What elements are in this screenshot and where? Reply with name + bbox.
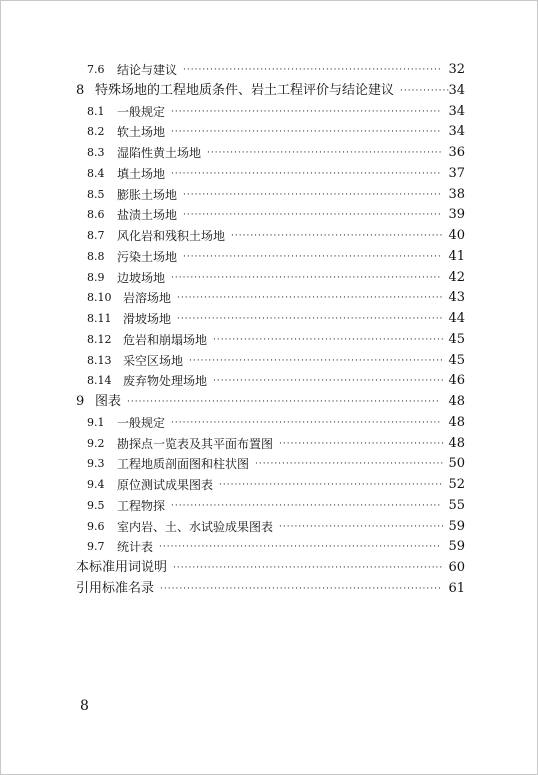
toc-entry — [0, 371, 538, 391]
toc-entry — [0, 351, 538, 371]
toc-entry — [0, 330, 538, 350]
toc-title: 工程物探 — [117, 498, 166, 513]
toc-title: 图表 — [95, 394, 122, 409]
toc-number: 8.9 — [87, 270, 105, 284]
toc-entry — [0, 413, 538, 433]
toc-number: 8.2 — [87, 125, 105, 139]
toc-leader: ·································································· — [189, 355, 444, 366]
toc-entry — [0, 247, 538, 267]
toc-entry — [0, 268, 538, 288]
toc-leader: ······································································ — [171, 127, 442, 138]
toc-leader: ··································································· — [183, 65, 442, 75]
toc-number: 8.3 — [87, 146, 105, 159]
toc-leader: ··········································· — [279, 438, 446, 449]
toc-entry — [0, 60, 538, 80]
toc-number: 9.3 — [87, 457, 105, 471]
toc-number: 9.2 — [87, 436, 105, 450]
toc-leader: ····························································· — [207, 148, 443, 158]
toc-title: 边坡场地 — [117, 270, 166, 285]
toc-number: 8.14 — [87, 374, 112, 388]
toc-leader: ····································································· — [177, 293, 444, 304]
toc-title: 统计表 — [117, 540, 154, 555]
toc-title: 软土场地 — [117, 125, 166, 140]
toc-page-number: 38 — [448, 186, 465, 202]
toc-leader: ········································································· — [159, 542, 441, 553]
toc-leader: ·························································· — [219, 480, 443, 490]
toc-entry — [0, 185, 538, 205]
toc-title: 结论与建议 — [117, 63, 178, 77]
page-number: 8 — [80, 698, 89, 714]
toc-leader: ······································································ — [173, 563, 444, 573]
toc-title: 危岩和崩塌场地 — [123, 332, 208, 347]
toc-number: 9.5 — [87, 498, 105, 512]
toc-title: 室内岩、土、水试验成果图表 — [117, 519, 274, 534]
toc-leader: ···························································· — [213, 376, 445, 387]
toc-page-number: 44 — [448, 311, 465, 326]
toc-leader: ··································································· — [183, 210, 442, 221]
toc-page-number: 60 — [448, 560, 465, 575]
toc-title: 风化岩和残积土场地 — [117, 229, 226, 243]
toc-title: 盐渍土场地 — [117, 208, 178, 223]
toc-entry — [0, 122, 538, 142]
toc-number: 8.13 — [87, 353, 112, 367]
toc-number: 8.5 — [87, 187, 105, 201]
toc-page-number: 34 — [448, 82, 465, 98]
toc-leader: ······································································ — [171, 500, 442, 511]
toc-entry — [0, 558, 538, 578]
toc-title: 填土场地 — [117, 166, 166, 181]
toc-entry — [0, 309, 538, 329]
toc-leader: ····································································· — [177, 314, 444, 324]
toc-page-number: 48 — [448, 435, 465, 451]
toc-title: 一般规定 — [117, 415, 166, 430]
toc-number: 9.1 — [87, 415, 105, 429]
toc-entry — [0, 517, 538, 537]
toc-title: 引用标准名录 — [76, 580, 155, 596]
toc-entry — [0, 205, 538, 225]
toc-entry — [0, 454, 538, 474]
toc-leader: ······················································· — [231, 231, 444, 241]
toc-page-number: 43 — [448, 290, 465, 306]
toc-page-number: 32 — [448, 62, 465, 77]
toc-title: 废弃物处理场地 — [123, 374, 208, 389]
toc-number: 8.10 — [87, 291, 112, 305]
toc-entry — [0, 475, 538, 495]
toc-page-number: 39 — [448, 207, 465, 223]
toc-number: 8.7 — [87, 229, 105, 242]
toc-page-number: 41 — [448, 248, 465, 264]
toc-entry — [0, 537, 538, 557]
toc-title: 特殊场地的工程地质条件、岩土工程评价与结论建议 — [95, 82, 395, 98]
toc-leader: ······································································ — [171, 106, 442, 117]
toc-page-number: 45 — [448, 331, 465, 347]
toc-number: 9.6 — [87, 519, 105, 533]
toc-leader: ················································· — [255, 459, 445, 470]
toc-title: 滑坡场地 — [123, 312, 172, 326]
toc-title: 勘探点一览表及其平面布置图 — [117, 436, 274, 451]
toc-entry — [0, 496, 538, 516]
toc-page-number: 36 — [448, 145, 465, 160]
toc-page-number: 42 — [448, 269, 465, 285]
toc-leader: ······································································ — [171, 417, 442, 428]
toc-number: 8.1 — [87, 104, 105, 118]
toc-number: 8 — [76, 82, 85, 98]
toc-entry — [0, 226, 538, 246]
toc-page-number: 48 — [448, 414, 465, 430]
toc-page-number: 37 — [448, 165, 465, 181]
toc-entry — [0, 143, 538, 163]
toc-leader: ······································································ — [171, 272, 442, 283]
toc-title: 膨胀土场地 — [117, 187, 178, 202]
toc-leader: ···························································· — [213, 334, 445, 345]
toc-entry — [0, 434, 538, 454]
toc-leader: ··································································· — [183, 251, 442, 262]
toc-number: 8.12 — [87, 332, 112, 346]
toc-page-number: 34 — [448, 103, 465, 119]
toc-title: 污染土场地 — [117, 249, 178, 264]
toc-page-number: 40 — [448, 228, 465, 243]
toc-page-number: 52 — [448, 477, 465, 492]
toc-title: 湿陷性黄土场地 — [117, 146, 202, 160]
toc-title: 采空区场地 — [123, 353, 184, 368]
toc-entry — [0, 81, 538, 101]
toc-number: 7.6 — [87, 63, 105, 76]
toc-title: 原位测试成果图表 — [117, 478, 214, 492]
toc-number: 9.4 — [87, 478, 105, 491]
toc-title: 一般规定 — [117, 104, 166, 119]
toc-page-number: 61 — [448, 580, 465, 596]
toc-page-number: 34 — [448, 124, 465, 140]
toc-title: 工程地质剖面图和柱状图 — [117, 457, 250, 472]
toc-number: 8.11 — [87, 312, 112, 325]
toc-entry — [0, 392, 538, 412]
toc-title: 本标准用词说明 — [76, 560, 168, 575]
toc-leader: ············· — [400, 85, 451, 96]
toc-title: 岩溶场地 — [123, 291, 172, 306]
toc-entry — [0, 579, 538, 599]
toc-entry — [0, 164, 538, 184]
toc-number: 8.8 — [87, 249, 105, 263]
toc-number: 8.6 — [87, 208, 105, 222]
toc-entry — [0, 102, 538, 122]
toc-page-number: 59 — [448, 518, 465, 534]
toc-page-number: 48 — [448, 394, 465, 409]
toc-leader: ··········································· — [279, 521, 446, 532]
toc-leader: ········································································· — [160, 583, 442, 594]
toc-page-number: 46 — [448, 373, 465, 389]
toc-page-number: 45 — [448, 352, 465, 368]
toc-page-number: 55 — [448, 497, 465, 513]
toc-leader: ················································································· — [127, 397, 440, 407]
toc-leader: ··································································· — [183, 189, 442, 200]
toc-number: 9.7 — [87, 540, 105, 554]
toc-page-number: 50 — [448, 456, 465, 472]
toc-leader: ······································································ — [171, 168, 442, 179]
toc-number: 8.4 — [87, 166, 105, 180]
toc-entry — [0, 288, 538, 308]
toc-page-number: 59 — [448, 539, 465, 555]
toc-number: 9 — [76, 394, 85, 409]
